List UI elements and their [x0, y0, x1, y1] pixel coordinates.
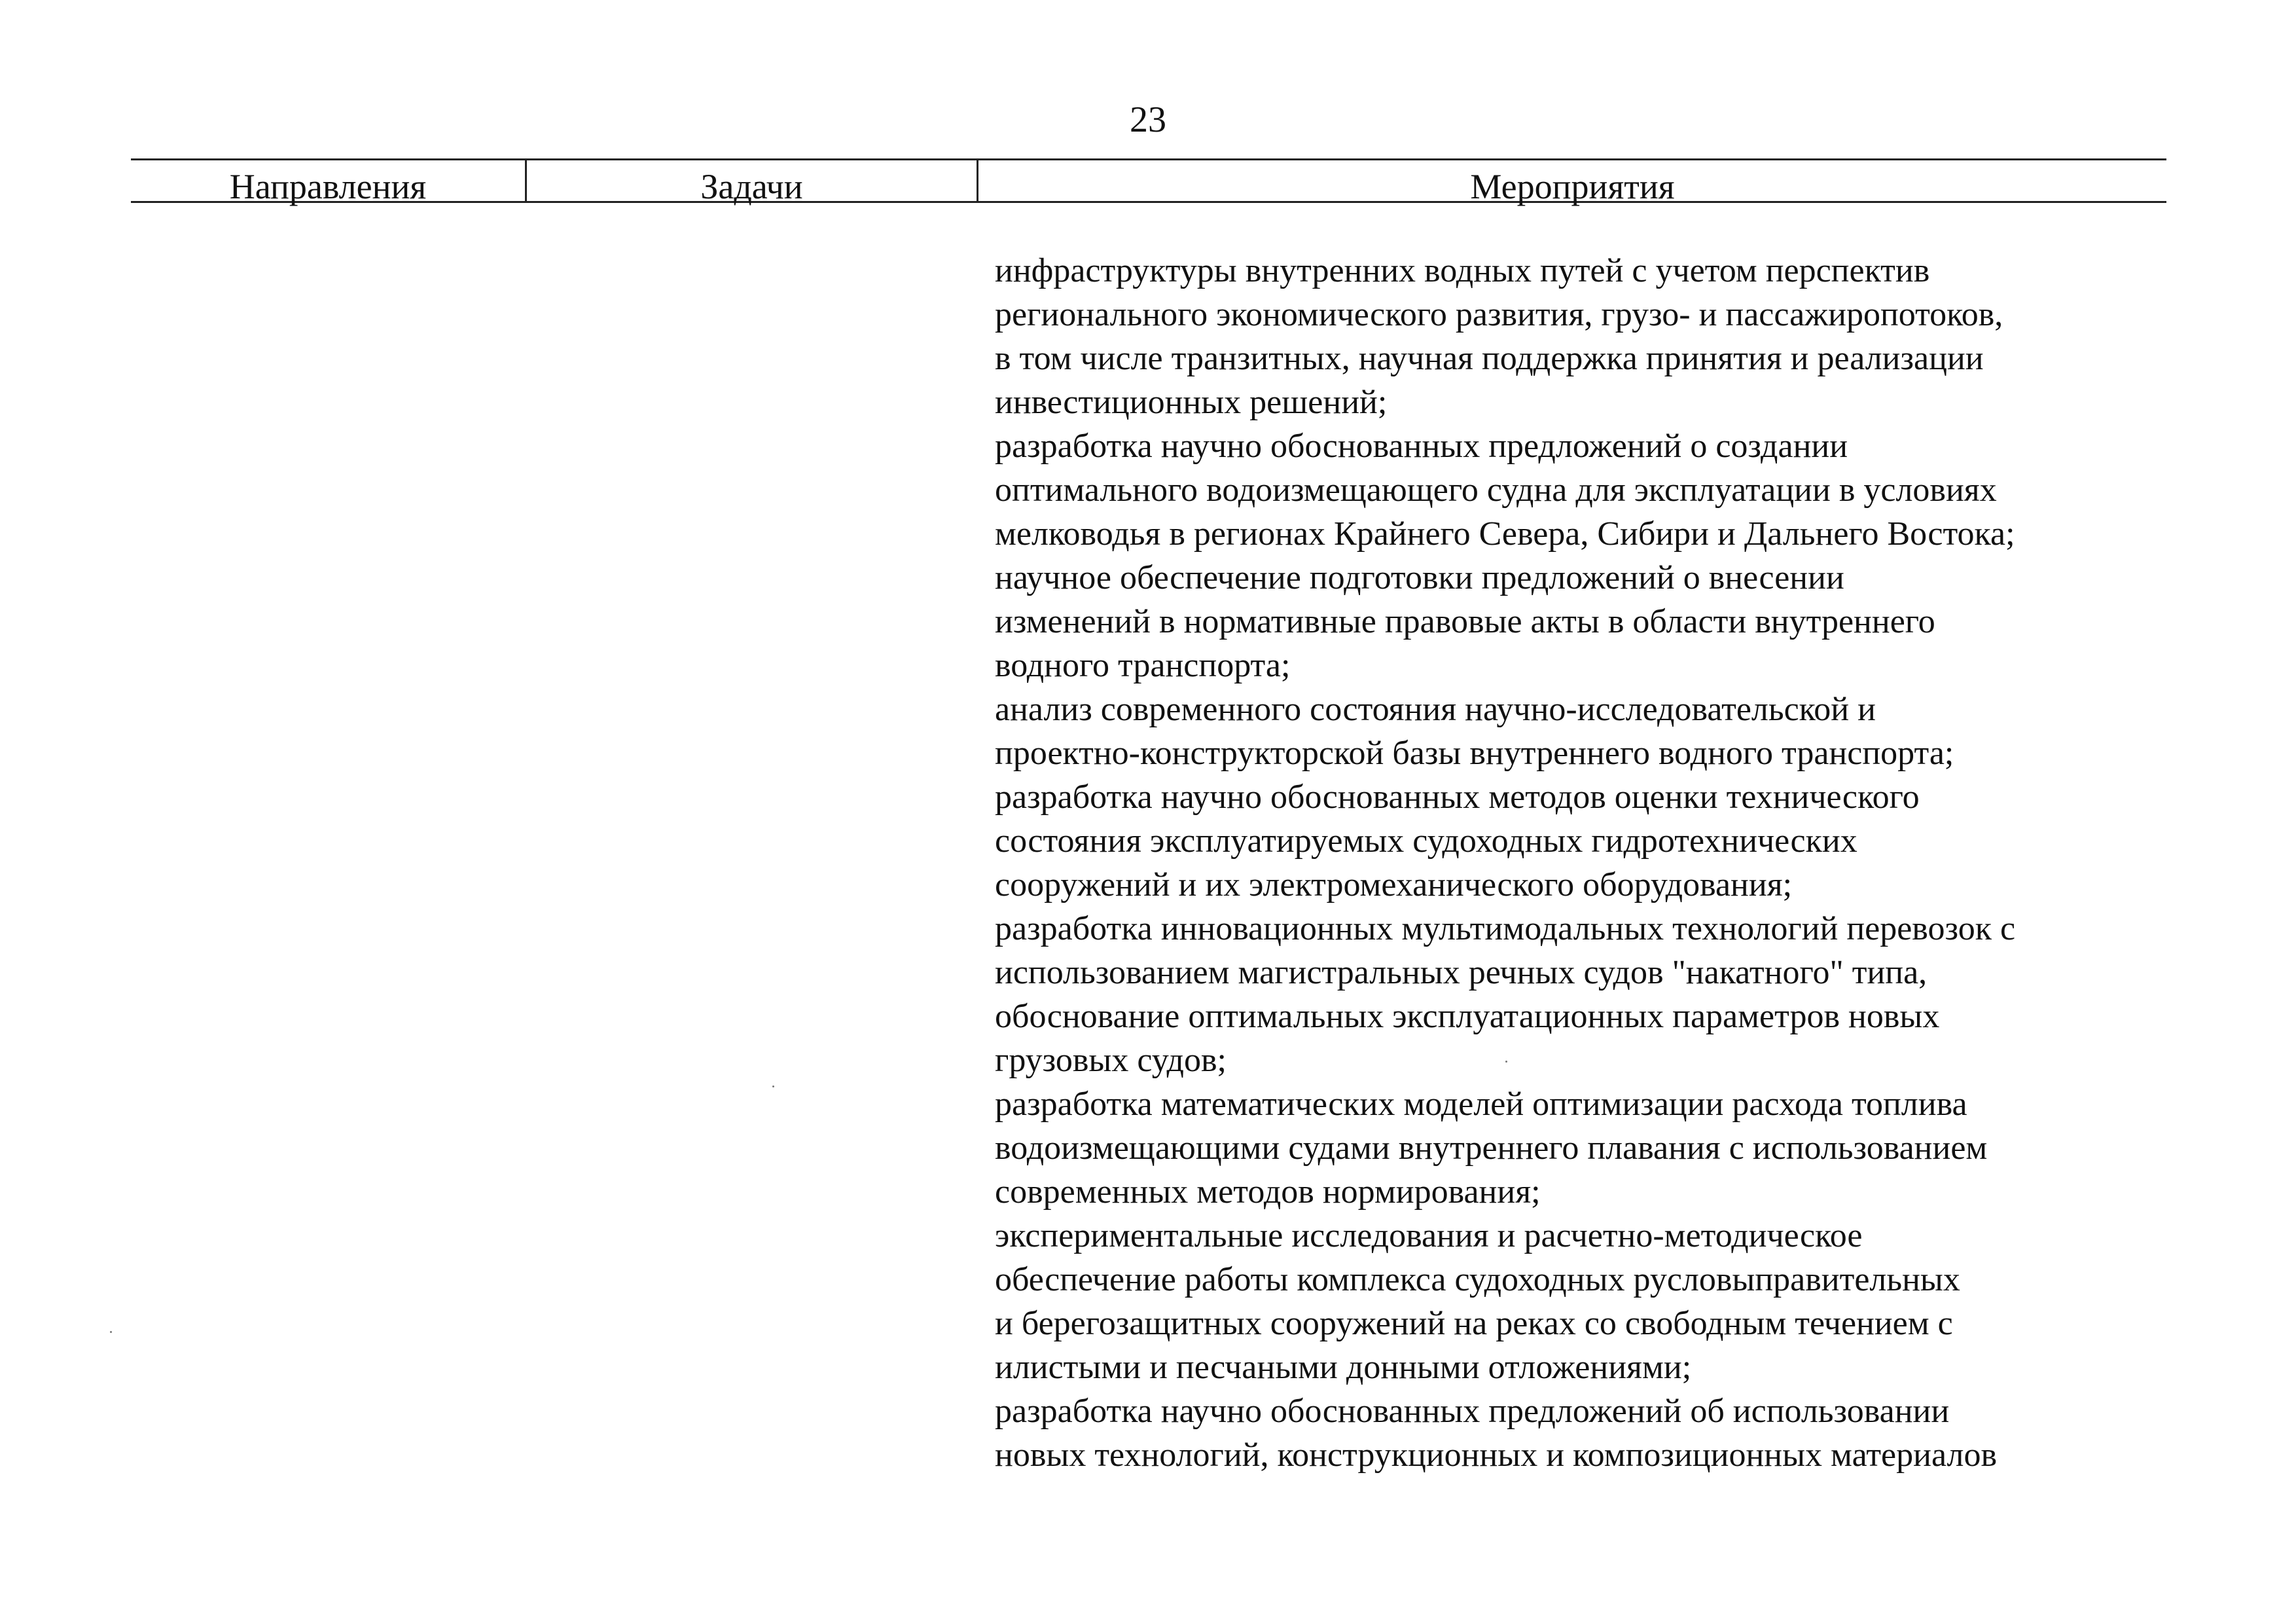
- measures-line: в том числе транзитных, научная поддержка принятия и реализации: [995, 340, 1984, 377]
- measures-line: разработка научно обоснованных предложений о создании: [995, 428, 1848, 465]
- measures-line: разработка научно обоснованных методов оценки технического: [995, 778, 1920, 816]
- measures-line: инфраструктуры внутренних водных путей с учетом перспектив: [995, 252, 1930, 289]
- column-header-directions: Направления: [131, 160, 527, 201]
- scan-speck: [772, 1085, 774, 1087]
- measures-line: состояния эксплуатируемых судоходных гидротехнических: [995, 822, 1857, 860]
- measures-line: сооружений и их электромеханического оборудования;: [995, 866, 1793, 903]
- measures-line: обоснование оптимальных эксплуатационных параметров новых: [995, 998, 1940, 1035]
- measures-line: обеспечение работы комплекса судоходных русловыправительных: [995, 1261, 1960, 1298]
- scan-speck: [1505, 1061, 1507, 1063]
- measures-line: современных методов нормирования;: [995, 1173, 1541, 1211]
- column-header-measures: Мероприятия: [1470, 167, 1675, 206]
- measures-line: изменений в нормативные правовые акты в области внутреннего: [995, 603, 1935, 640]
- measures-line: мелководья в регионах Крайнего Севера, Сибири и Дальнего Востока;: [995, 515, 2015, 553]
- measures-line: регионального экономического развития, грузо- и пассажиропотоков,: [995, 296, 2003, 333]
- measures-line: водного транспорта;: [995, 647, 1291, 684]
- page-number: 23: [1130, 100, 1166, 140]
- measures-line: водоизмещающими судами внутреннего плавания с использованием: [995, 1129, 1988, 1167]
- measures-line: использованием магистральных речных судов "накатного" типа,: [995, 954, 1928, 991]
- measures-line: разработка инновационных мультимодальных технологий перевозок с: [995, 910, 2016, 947]
- measures-line: новых технологий, конструкционных и композиционных материалов: [995, 1436, 1998, 1474]
- measures-column-text: [995, 249, 2166, 1477]
- measures-line: экспериментальные исследования и расчетно-методическое: [995, 1217, 1863, 1254]
- scan-speck: [110, 1331, 112, 1333]
- measures-line: оптимального водоизмещающего судна для эксплуатации в условиях: [995, 471, 1997, 509]
- measures-line: илистыми и песчаными донными отложениями;: [995, 1349, 1692, 1386]
- measures-line: научное обеспечение подготовки предложений о внесении: [995, 559, 1844, 596]
- measures-line: проектно-конструкторской базы внутреннего водного транспорта;: [995, 735, 1954, 772]
- column-header-tasks: Задачи: [527, 160, 978, 201]
- measures-line: анализ современного состояния научно-исследовательской и: [995, 691, 1876, 728]
- measures-line: разработка математических моделей оптимизации расхода топлива: [995, 1085, 1967, 1123]
- measures-line: и берегозащитных сооружений на реках со свободным течением с: [995, 1305, 1953, 1342]
- measures-line: грузовых судов;: [995, 1042, 1227, 1079]
- measures-line: разработка научно обоснованных предложений об использовании: [995, 1393, 1950, 1430]
- table-header: [131, 158, 2166, 206]
- measures-line: инвестиционных решений;: [995, 384, 1388, 421]
